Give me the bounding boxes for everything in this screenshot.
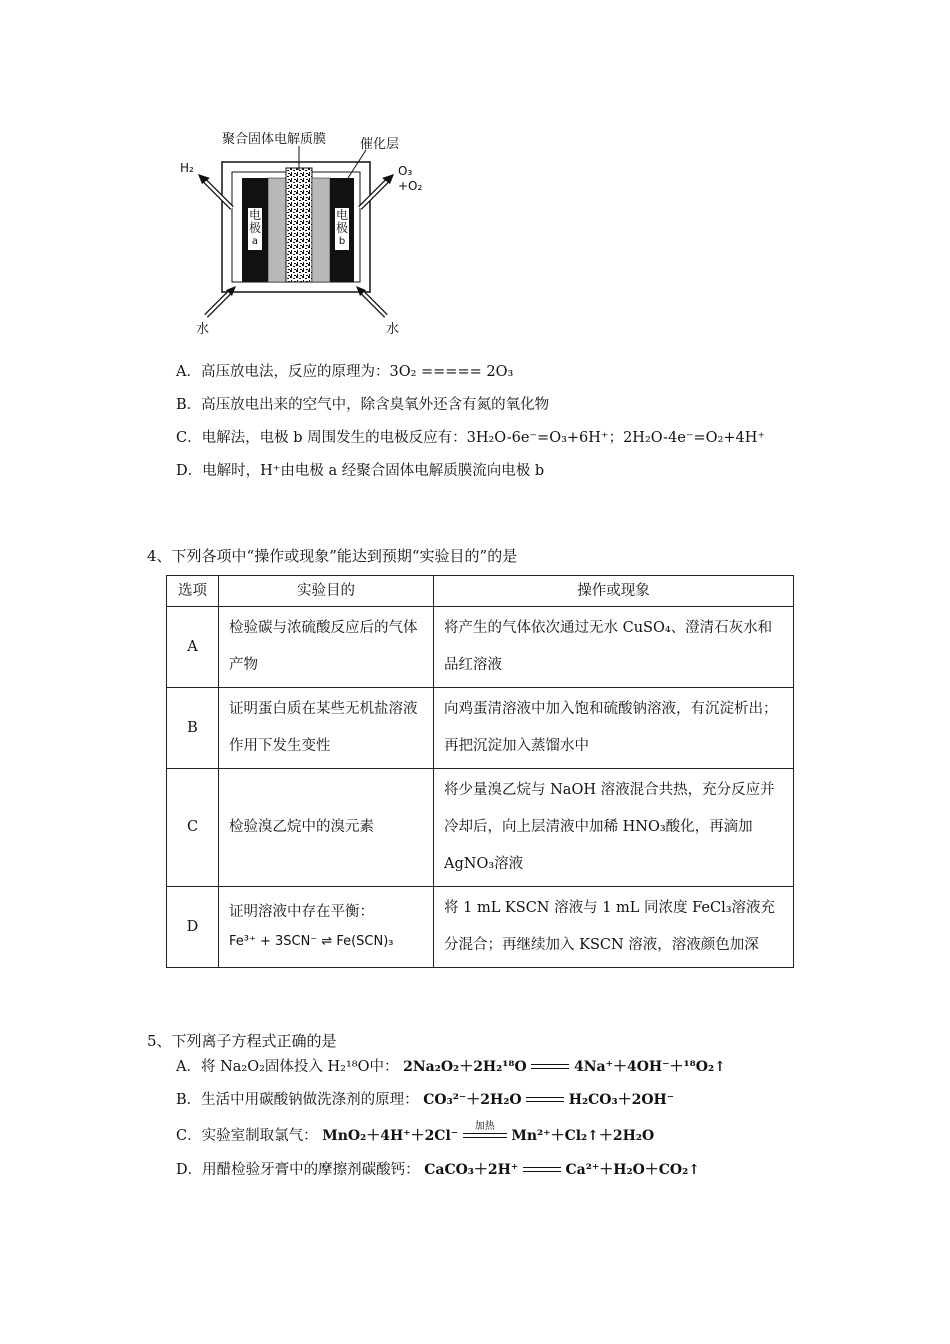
- header-operation: 操作或现象: [434, 576, 794, 607]
- label-o3: O₃: [398, 164, 413, 178]
- catalyst-layer-left: [268, 178, 286, 282]
- q3-option-d: D．电解时，H⁺由电极 a 经聚合固体电解质膜流向电极 b: [176, 463, 545, 479]
- eq-c-left: MnO₂＋4H⁺＋2Cl⁻: [322, 1128, 459, 1144]
- table-row: [167, 607, 794, 688]
- row-operation: 向鸡蛋清溶液中加入饱和硫酸钠溶液，有沉淀析出；再把沉淀加入蒸馏水中: [434, 688, 794, 769]
- row-purpose: 检验溴乙烷中的溴元素: [219, 769, 434, 887]
- eq-a-right: 4Na⁺＋4OH⁻＋¹⁸O₂↑: [573, 1059, 726, 1075]
- label-water-right: 水: [386, 322, 400, 337]
- row-operation: 将 1 mL KSCN 溶液与 1 mL 同浓度 FeCl₃溶液充分混合；再继续加入 KSCN 溶液，溶液颜色加深: [434, 887, 794, 968]
- row-purpose: 检验碳与浓硫酸反应后的气体产物: [219, 607, 434, 688]
- q5-option-d: D．用醋检验牙膏中的摩擦剂碳酸钙： CaCO₃＋2H⁺ Ca²⁺＋H₂O＋CO₂↑: [176, 1162, 700, 1178]
- electrolysis-diagram: [170, 120, 450, 340]
- eq-a-left: 2Na₂O₂＋2H₂¹⁸O: [403, 1059, 527, 1075]
- table-row: [167, 688, 794, 769]
- q4-title: 4、下列各项中“操作或现象”能达到预期“实验目的”的是: [147, 547, 518, 565]
- catalyst-layer-right: [312, 178, 330, 282]
- label-water-left: 水: [196, 322, 210, 337]
- purpose-equilibrium: Fe³⁺ + 3SCN⁻ ⇌ Fe(SCN)₃: [229, 934, 394, 949]
- label-h2: H₂: [180, 161, 194, 175]
- experiment-table: [166, 575, 794, 968]
- electrode-b-label: 电 极 b: [335, 208, 348, 247]
- row-operation: 将产生的气体依次通过无水 CuSO₄、澄清石灰水和品红溶液: [434, 607, 794, 688]
- table-row: [167, 887, 794, 968]
- eq-b-left: CO₃²⁻＋2H₂O: [423, 1092, 522, 1108]
- eq-d-left: CaCO₃＋2H⁺: [424, 1162, 519, 1178]
- eq-d-right: Ca²⁺＋H₂O＋CO₂↑: [565, 1162, 700, 1178]
- eq-c-right: Mn²⁺＋Cl₂↑＋2H₂O: [511, 1128, 655, 1144]
- double-bar: [523, 1165, 561, 1175]
- header-purpose: 实验目的: [219, 576, 434, 607]
- label-o2: +O₂: [398, 179, 423, 193]
- row-option: D: [167, 887, 219, 968]
- q3-option-c: C．电解法，电极 b 周围发生的电极反应有：3H₂O-6e⁻=O₃+6H⁺；2H₂O-4e⁻=O₂+4H⁺: [176, 430, 766, 446]
- q5-title: 5、下列离子方程式正确的是: [147, 1032, 337, 1050]
- q5-option-c: C．实验室制取氯气： MnO₂＋4H⁺＋2Cl⁻ 加热 Mn²⁺＋Cl₂↑＋2H₂O: [176, 1126, 654, 1146]
- row-option: C: [167, 769, 219, 887]
- row-option: B: [167, 688, 219, 769]
- table-row: [167, 769, 794, 887]
- row-option: A: [167, 607, 219, 688]
- label-catalyst: 催化层: [360, 137, 400, 152]
- row-purpose: 证明蛋白质在某些无机盐溶液作用下发生变性: [219, 688, 434, 769]
- double-bar: [463, 1121, 507, 1141]
- header-option: 选项: [167, 576, 219, 607]
- condition-heat: 加热: [474, 1121, 495, 1132]
- row-purpose: [219, 887, 434, 968]
- double-bar: [531, 1062, 569, 1072]
- electrode-a-label: 电 极 a: [248, 208, 261, 247]
- row-operation: 将少量溴乙烷与 NaOH 溶液混合共热，充分反应并冷却后，向上层清液中加稀 HNO₃酸化，再滴加 AgNO₃溶液: [434, 769, 794, 887]
- double-bar: [526, 1095, 564, 1105]
- table-header-row: [167, 576, 794, 607]
- q3-option-b: B．高压放电出来的空气中，除含臭氧外还含有氮的氧化物: [176, 397, 550, 413]
- purpose-line1: 证明溶液中存在平衡：: [229, 904, 374, 920]
- q3-option-a: A．高压放电法，反应的原理为：3O₂ ===== 2O₃: [176, 364, 514, 380]
- membrane: [286, 168, 312, 282]
- q5-option-b: B．生活中用碳酸钠做洗涤剂的原理： CO₃²⁻＋2H₂O H₂CO₃＋2OH⁻: [176, 1092, 675, 1108]
- q5-option-a: A．将 Na₂O₂固体投入 H₂¹⁸O中： 2Na₂O₂＋2H₂¹⁸O 4Na⁺＋4OH⁻＋¹⁸O₂↑: [176, 1059, 726, 1075]
- label-membrane: 聚合固体电解质膜: [222, 132, 327, 147]
- eq-b-right: H₂CO₃＋2OH⁻: [568, 1092, 675, 1108]
